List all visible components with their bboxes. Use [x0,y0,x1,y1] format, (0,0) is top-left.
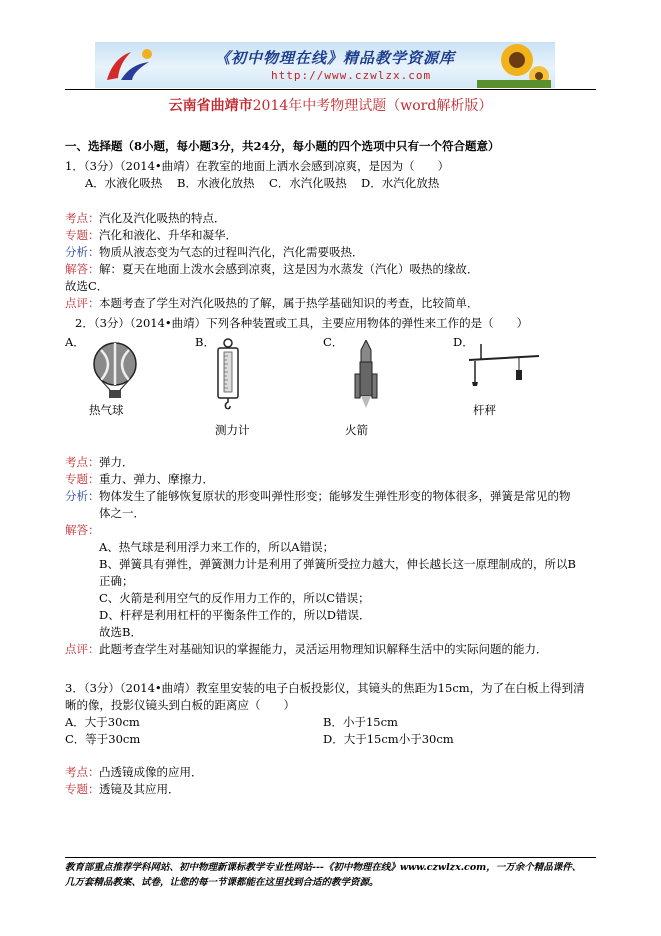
q2-picture-a [65,334,185,424]
q2-picture-c [323,334,433,444]
q2-picture-b [195,334,305,444]
section-heading: 一、选择题（8小题，每小题3分，共24分，每小题的四个选项中只有一个符合题意） [65,139,500,153]
q3-kaodian: 凸透镜成像的应用． [99,765,203,779]
q1-kaodian: 汽化及汽化吸热的特点． [99,211,226,225]
spring-scale-icon [213,338,243,410]
q2-jieda-a: A、热气球是利用浮力来工作的，所以A错误； [99,540,335,554]
rocket-icon [353,340,379,410]
section-one [65,138,605,155]
q2-letter-b: B． [195,335,215,349]
q1-options [65,175,605,192]
header-divider [65,89,596,90]
q2-kaodian: 弹力． [99,455,134,469]
q2-label-c: 火箭 [345,423,368,437]
question-1 [65,158,605,312]
q2-label-d: 杆秤 [473,403,496,417]
title-rest: 2014年中考物理试题（word解析版） [252,98,493,114]
q2-jieda-c: C、火箭是利用空气的反作用力工作的，所以C错误； [99,591,370,605]
q3-zhuanti-tag: 专题： [65,782,100,796]
q2-jieda-tag: 解答： [65,523,100,537]
q2-fenxi-tag: 分析： [65,489,100,503]
banner-url[interactable]: http://www.czwlzx.com [271,69,432,82]
q1-option-d: D．水汽化放热 [361,176,440,190]
q1-jieda-tag: 解答： [65,262,100,276]
footer-line-1: 教育部重点推荐学科网站、初中物理新课标教学专业性网站---《初中物理在线》www.czwlzx.com，一万余个精品课件、 [65,862,582,873]
q1-dianping: 本题考查了学生对汽化吸热的了解，属于热学基础知识的考查，比较简单． [99,296,479,310]
q2-picture-d [453,334,543,424]
q1-fenxi: 物质从液态变为气态的过程叫汽化，汽化需要吸热． [99,245,364,259]
q1-zhuanti-tag: 专题： [65,228,100,242]
q1-zhuanti: 汽化和液化、升华和凝华． [99,228,237,242]
q1-stem: 1．（3分）（2014•曲靖）在教室的地面上洒水会感到凉爽，是因为（ ） [65,159,450,173]
q3-option-d: D．大于15cm小于30cm [323,732,454,746]
q2-jieda-b1: B、弹簧具有弹性，弹簧测力计是利用了弹簧所受拉力越大，伸长越长这一原理制成的，所以B [99,557,576,571]
q3-option-b: B．小于15cm [323,715,398,729]
q3-stem-1: 3．（3分）（2014•曲靖）教室里安装的电子白板投影仪，其镜头的焦距为15cm，为了在白板上得到清 [65,681,585,695]
q1-option-b: B．水液化放热 [177,176,255,190]
q2-analysis [65,454,605,658]
footer-line-2: 几万套精品教案、试卷，让您的每一节课都能在这里找到合适的教学资源。 [65,877,379,889]
q1-option-c: C．水汽化吸热 [269,176,347,190]
q2-fenxi-2: 体之一． [99,506,145,520]
q3-kaodian-tag: 考点： [65,765,100,779]
q3-option-c: C．等于30cm [65,732,141,746]
q2-letter-c: C． [323,335,344,349]
q2-zhuanti-tag: 专题： [65,472,100,486]
q1-dianping-tag: 点评： [65,296,100,310]
question-2 [65,315,605,332]
header-banner [95,42,555,88]
document-title [0,96,661,116]
q1-answer: 故选C． [65,279,109,293]
q1-kaodian-tag: 考点： [65,211,100,225]
q2-dianping-tag: 点评： [65,642,100,656]
q2-jieda-b2: 正确； [99,574,134,588]
q1-option-a: A．水液化吸热 [85,176,163,190]
steelyard-icon [467,342,541,392]
q3-stem-2: 晰的像，投影仪镜头到白板的距离应（ ） [65,698,295,712]
q2-answer: 故选B． [99,625,142,639]
footer-divider [65,857,596,858]
q2-dianping: 此题考查学生对基础知识的掌握能力，灵活运用物理知识解释生活中的实际问题的能力． [99,642,548,656]
q2-letter-d: D． [453,335,474,349]
q2-label-b: 测力计 [215,423,250,437]
sunflower-icon [477,42,551,88]
q2-fenxi-1: 物体发生了能够恢复原状的形变叫弹性形变；能够发生弹性形变的物体很多，弹簧是常见的物 [99,489,571,503]
hot-air-balloon-icon [91,342,139,400]
banner-title: 《初中物理在线》精品教学资源库 [215,49,456,67]
q2-pictures [65,334,525,444]
q3-option-a: A．大于30cm [65,715,140,729]
q1-jieda: 解：夏天在地面上泼水会感到凉爽，这是因为水蒸发（汽化）吸热的缘故． [99,262,479,276]
page-footer [65,860,596,890]
q1-fenxi-tag: 分析： [65,245,100,259]
q3-zhuanti: 透镜及其应用． [99,782,180,796]
title-region: 云南省曲靖市 [168,98,253,114]
q2-jieda-d: D、杆秤是利用杠杆的平衡条件工作的，所以D错误． [99,608,371,622]
q2-label-a: 热气球 [89,403,124,417]
site-logo-icon [101,46,157,84]
q2-letter-a: A． [65,335,85,349]
q2-zhuanti: 重力、弹力、摩擦力． [99,472,214,486]
question-3 [65,680,605,798]
q2-kaodian-tag: 考点： [65,455,100,469]
q2-stem: 2．（3分）（2014•曲靖）下列各种装置或工具，主要应用物体的弹性来工作的是（ ） [75,316,529,330]
